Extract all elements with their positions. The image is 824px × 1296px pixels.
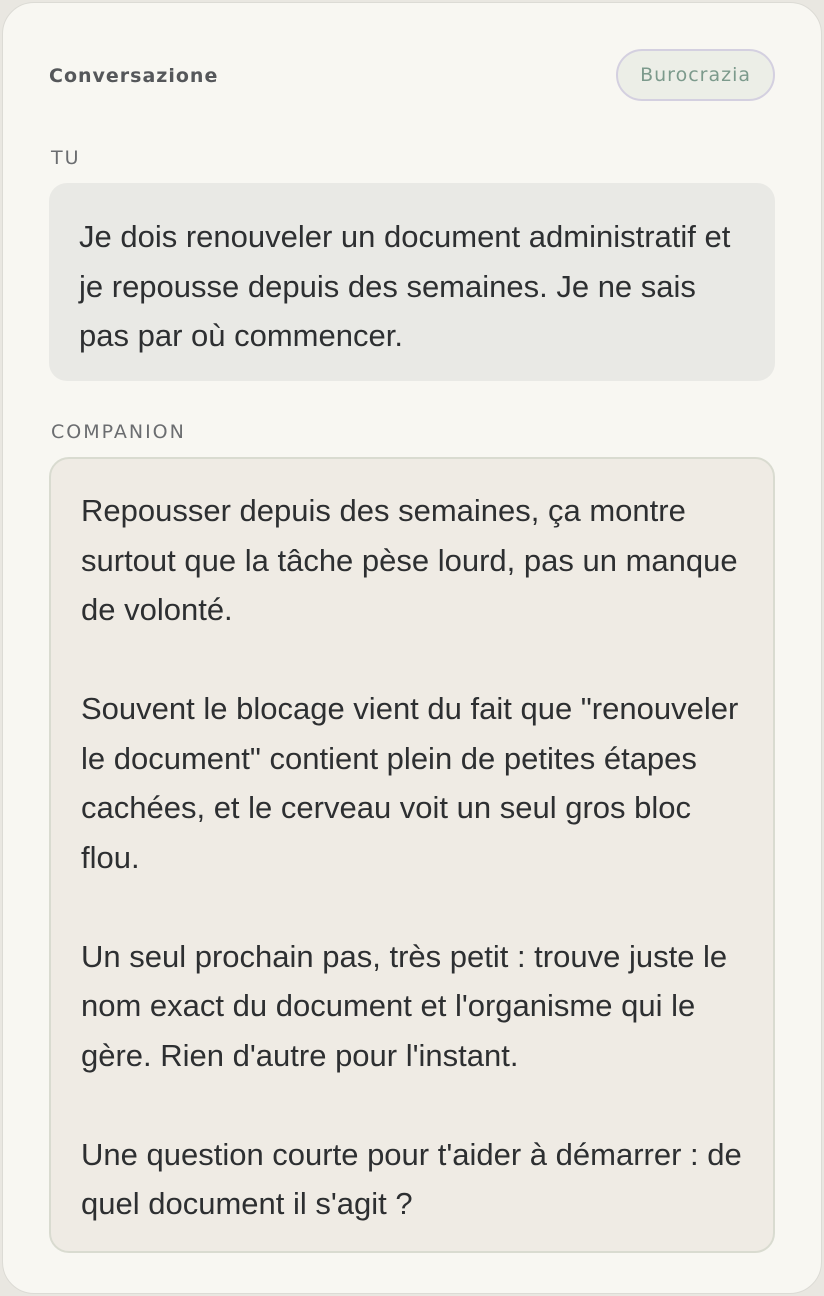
user-speaker-label: TU [51,147,81,169]
conversation-header [49,49,775,103]
conversation-card [2,2,822,1294]
companion-paragraph: Repousser depuis des semaines, ça montre surtout que la tâche pèse lourd, pas un manque de volonté. [81,493,738,627]
user-message-bubble [49,183,775,381]
category-badge[interactable]: Burocrazia [616,49,775,101]
conversation-title: Conversazione [49,65,219,87]
companion-paragraph: Une question courte pour t'aider à démarrer : de quel document il s'agit ? [81,1136,742,1221]
companion-paragraph: Un seul prochain pas, très petit : trouve juste le nom exact du document et l'organisme qui le gère. Rien d'autre pour l'instant. [81,938,728,1073]
companion-message-bubble [49,457,775,1253]
user-message-text: Je dois renouveler un document administratif et je repousse depuis des semaines. Je ne sais pas par où commencer. [79,219,731,353]
companion-paragraph: Souvent le blocage vient du fait que "renouveler le document" contient plein de petites étapes cachées, et le cerveau voit un seul gros bloc flou. [81,691,739,875]
companion-speaker-label: COMPANION [51,421,186,443]
